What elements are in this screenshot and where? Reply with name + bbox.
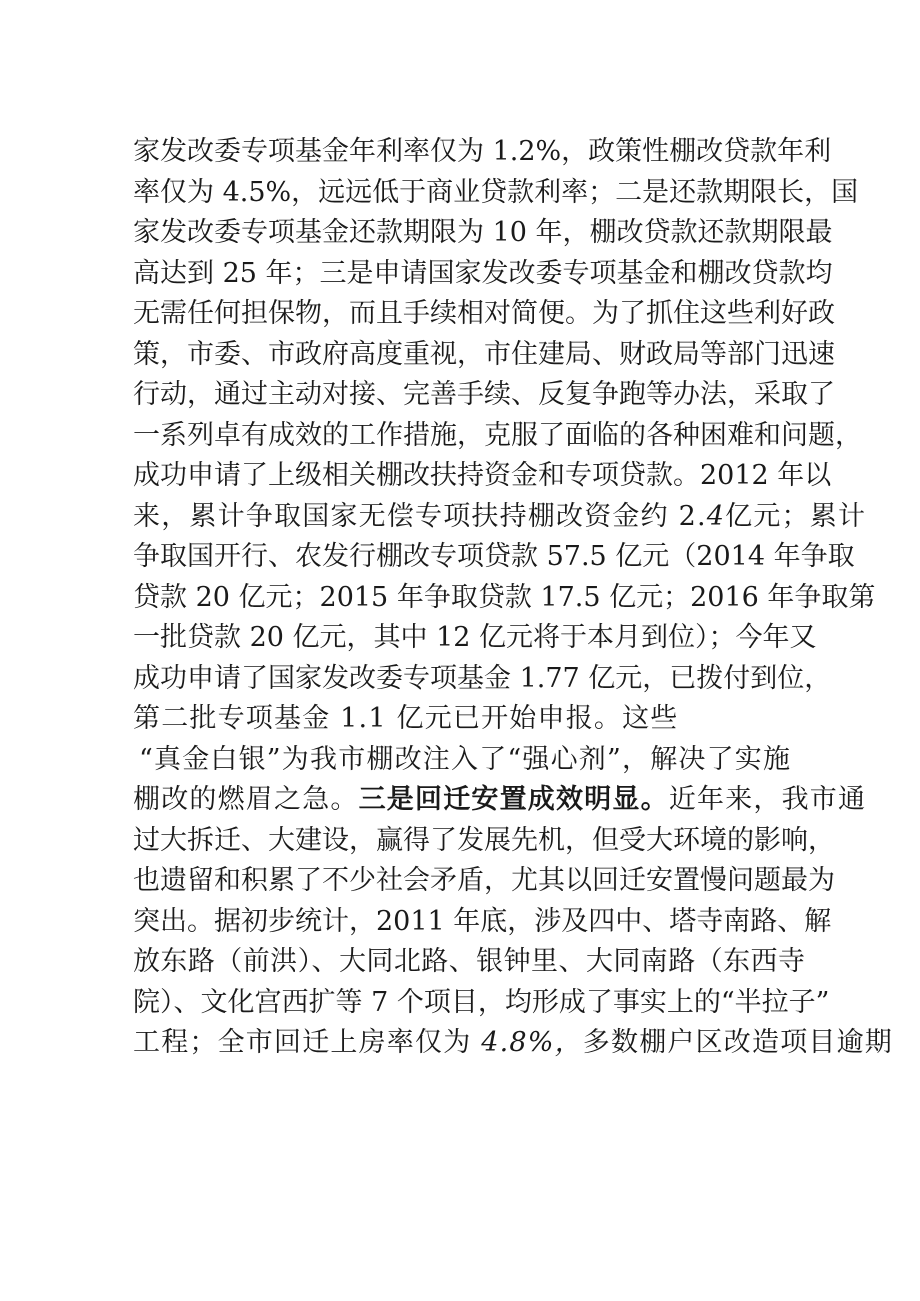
text-segment: 棚改的燃眉之急。 [133,784,359,815]
text-line: 争取国开行、农发行棚改专项贷款 57.5 亿元（2014 年争取 [133,541,855,572]
text-line: 家发改委专项基金还款期限为 10 年，棚改贷款还款期限最 [133,217,833,248]
text-line: 贷款 20 亿元；2015 年争取贷款 17.5 亿元；2016 年争取第 [133,581,876,613]
text-line [133,497,867,538]
text-line: 行动，通过主动对接、完善手续、反复争跑等办法，采取了 [133,379,835,410]
text-line: 成功申请了上级相关棚改扶持资金和专项贷款。2012 年以 [133,460,832,491]
text-line: 也遗留和积累了不少社会矛盾，尤其以回迁安置慢问题最为 [133,865,835,896]
italic-number: 4 [706,500,726,532]
text-line: 院）、文化宫西扩等 7 个项目，均形成了事实上的“半拉子” [133,986,830,1018]
text-line: 率仅为 4.5%，远远低于商业贷款利率；二是还款期限长，国 [133,176,859,208]
text-segment: 来，累计争取国家无偿专项扶持棚改资金约 2. [133,500,707,532]
text-line: 策，市委、市政府高度重视，市住建局、财政局等部门迅速 [133,338,835,370]
text-line: “真金白银”为我市棚改注入了“强心剂”，解决了实施 [139,743,792,775]
text-line: 过大拆迁、大建设，赢得了发展先机，但受大环境的影响， [133,824,835,856]
text-line: 第二批专项基金 1.1 亿元已开始申报。这些 [133,703,679,734]
italic-number: 4.8%， [481,1027,583,1058]
text-line: 高达到 25 年；三是申请国家发改委专项基金和棚改贷款均 [133,257,833,289]
text-line: 成功申请了国家发改委专项基金 1.77 亿元，已拨付到位， [133,662,832,694]
body-paragraph [133,132,893,1064]
text-segment: 亿元；累计 [725,500,867,532]
text-line: 突出。据初步统计，2011 年底，涉及四中、塔寺南路、解 [133,905,832,937]
text-line: 一系列卓有成效的工作措施，克服了面临的各种困难和问题， [133,419,862,451]
text-segment: 多数棚户区改造项目逾期 [582,1027,893,1058]
bold-heading: 三是回迁安置成效明显。 [358,784,669,815]
text-segment: 近年来，我市通 [668,784,867,815]
text-line: 放东路（前洪）、大同北路、银钟里、大同南路（东西寺 [133,946,805,977]
text-segment: 工程；全市回迁上房率仅为 [133,1027,482,1058]
text-line: 无需任何担保物，而且手续相对简便。为了抓住这些利好政 [133,298,835,329]
text-line [133,1023,893,1064]
text-line [133,780,867,821]
text-line: 一批贷款 20 亿元，其中 12 亿元将于本月到位）；今年又 [133,622,817,653]
text-line: 家发改委专项基金年利率仅为 1.2%，政策性棚改贷款年利 [133,136,832,167]
